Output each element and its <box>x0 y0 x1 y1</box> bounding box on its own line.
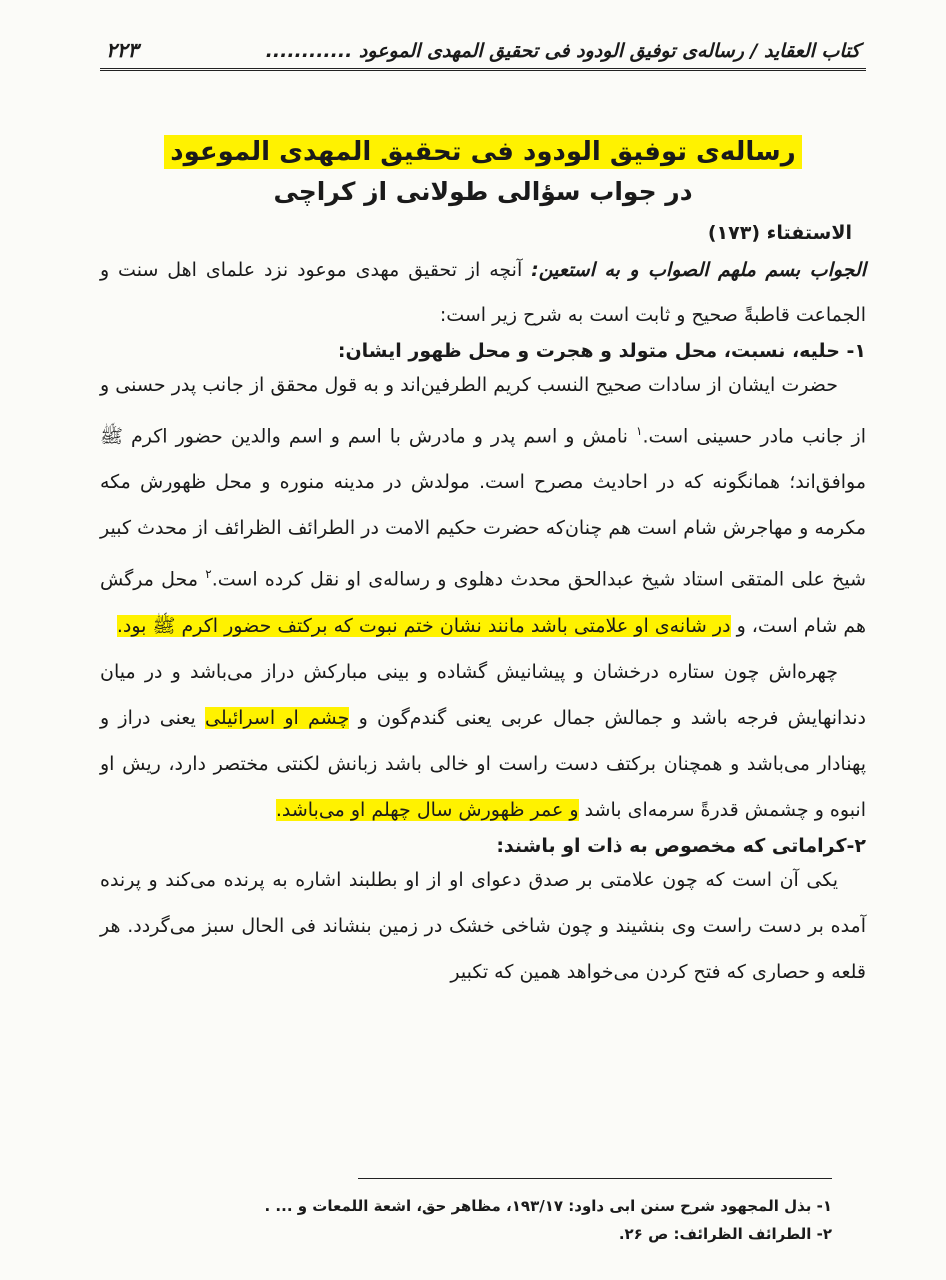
footnote-ref-2: ۲ <box>205 567 212 582</box>
page-number: ۲۲۳ <box>106 38 139 62</box>
s1p2-text-a: چهره‌اش چون ستاره درخشان و پیشانیش گشاده و بینی مبارکش دراز می‌باشد و در میان دندانهایش فرجه باشد و جمالش جمال عربی یعنی گندم‌گون و <box>100 660 866 729</box>
highlight-shoulder-sign: در شانه‌ی او علامتی باشد مانند نشان ختم نبوت که برکتف حضور اکرم ﷺ بود. <box>116 614 731 637</box>
section-1-paragraph-1 <box>100 362 866 649</box>
footnote-ref-1: ۱ <box>635 424 643 438</box>
footnote-divider <box>358 1178 832 1179</box>
section-1-heading: ۱- حلیه، نسبت، محل متولد و هجرت و محل ظهور ایشان: <box>337 340 866 362</box>
intro-paragraph <box>100 248 866 338</box>
s1p1-text-a: حضرت ایشان از سادات صحیح النسب کریم الطرفین‌اند و به قول محقق از جانب پدر حسنی و از جانب مادر حسینی است. <box>100 374 866 448</box>
section-2-paragraph-1: یکی آن است که چون علامتی بر صدق دعوای او از او بطلبند اشاره به پرنده می‌کند و پرنده آمده بر دست راست وی بنشیند و چون شاخی خشک در زمین بنشاند فی الحال سبز می‌گردد. هر قلعه و حصاری که فتح کردن می‌خواهد همین که تکبیر <box>100 868 866 983</box>
footnotes <box>100 1192 832 1248</box>
s1p2-text-b: یعنی دراز و پهنادار می‌باشد و همچنان برکتف دست راست او خالی باشد زبانش لکنتی مختصر دارد، ریش او انبوه و چشمش قدرةً سرمه‌ای باشد <box>100 706 866 821</box>
treatise-subtitle: در جواب سؤالی طولانی از کراچی <box>273 177 693 206</box>
running-head-title: کتاب العقاید / رساله‌ی توفیق الودود فی تحقیق المهدی الموعود ............ <box>265 40 860 62</box>
intro-text: آنچه از تحقیق مهدی موعود نزد علمای اهل سنت و الجماعت قاطبةً صحیح و ثابت است به شرح زیر است: <box>100 259 866 326</box>
s1p1-text-c: محل مرگش هم شام است، و <box>100 568 866 637</box>
section-2-heading: ۲-کراماتی که مخصوص به ذات او باشند: <box>496 834 866 857</box>
highlight-age-of-appearance: و عمر ظهورش سال چهلم او می‌باشد. <box>275 798 579 821</box>
treatise-title: رساله‌ی توفیق الودود فی تحقیق المهدی الموعود <box>164 135 801 169</box>
title-block <box>100 135 866 206</box>
running-head <box>100 38 866 71</box>
istifta-number: الاستفتاء (۱۷۳) <box>707 222 852 244</box>
section-1-paragraph-2 <box>100 649 866 833</box>
s1p1-text-b: نامش و اسم پدر و مادرش با اسم و اسم والدین حضور اکرم ﷺ موافق‌اند؛ همانگونه که در احادیث مصرح است. مولدش در مدینه منوره و محل ظهورش مکه مکرمه و مهاجرش شام است هم چنان‌که حضرت حکیم الامت در الطرائف الظرائف از محدث کبیر شیخ علی المتقی استاد شیخ عبدالحق محدث دهلوی و رساله‌ی او نقل کرده است. <box>100 425 867 591</box>
footnote-2: ۲- الطرائف الظرائف: ص ۲۶. <box>618 1225 832 1243</box>
highlight-israeli-eye: چشم او اسرائیلی <box>204 706 350 729</box>
intro-lead: الجواب بسم ملهم الصواب و به استعین: <box>531 259 866 281</box>
footnote-1: ۱- بذل المجهود شرح سنن ابی داود: ۱۹۳/۱۷، مظاهر حق، اشعة اللمعات و ... . <box>264 1197 832 1215</box>
